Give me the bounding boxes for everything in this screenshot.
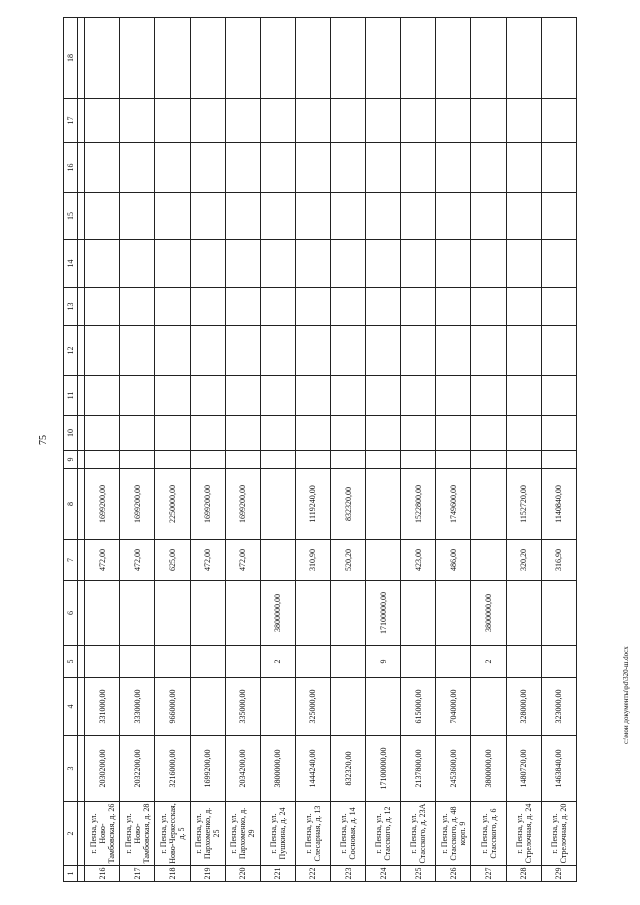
value-cell bbox=[331, 646, 366, 678]
value-cell: 9 bbox=[366, 646, 401, 678]
value-cell bbox=[366, 99, 401, 143]
footer-file-path: c:\мои документы\pd\320-ш.docx bbox=[622, 646, 630, 744]
value-cell bbox=[120, 326, 155, 376]
value-cell bbox=[295, 451, 330, 469]
value-cell bbox=[295, 326, 330, 376]
row-number-cell: 229 bbox=[541, 866, 576, 882]
row-number-cell: 221 bbox=[260, 866, 295, 882]
value-cell bbox=[331, 143, 366, 193]
value-cell: 2 bbox=[260, 646, 295, 678]
header-cell: 14 bbox=[64, 240, 78, 288]
value-cell bbox=[260, 99, 295, 143]
value-cell bbox=[366, 18, 401, 99]
value-cell bbox=[436, 143, 471, 193]
table-row bbox=[120, 18, 155, 882]
table-row bbox=[541, 18, 576, 882]
value-cell bbox=[436, 193, 471, 240]
value-cell: 1463840,00 bbox=[541, 736, 576, 802]
value-cell: 472,00 bbox=[120, 540, 155, 581]
table-row bbox=[295, 18, 330, 882]
value-cell bbox=[260, 416, 295, 451]
value-cell: 1699200,00 bbox=[120, 469, 155, 540]
value-cell bbox=[401, 240, 436, 288]
value-cell bbox=[190, 326, 225, 376]
value-cell bbox=[366, 451, 401, 469]
header-cell: 11 bbox=[64, 376, 78, 416]
value-cell bbox=[366, 469, 401, 540]
value-cell bbox=[85, 451, 120, 469]
header-cell: 17 bbox=[64, 99, 78, 143]
value-cell: 3800000,00 bbox=[471, 581, 506, 646]
value-cell bbox=[331, 416, 366, 451]
value-cell bbox=[541, 288, 576, 326]
address-cell: г. Пенза, ул. Стрелочная, д. 20 bbox=[541, 802, 576, 866]
value-cell bbox=[471, 540, 506, 581]
value-cell bbox=[366, 678, 401, 736]
header-cell: 13 bbox=[64, 288, 78, 326]
table-row bbox=[506, 18, 541, 882]
value-cell bbox=[471, 18, 506, 99]
value-cell bbox=[541, 376, 576, 416]
value-cell: 520,20 bbox=[331, 540, 366, 581]
row-number-cell: 217 bbox=[120, 866, 155, 882]
value-cell bbox=[436, 416, 471, 451]
value-cell bbox=[401, 99, 436, 143]
value-cell bbox=[190, 451, 225, 469]
header-cell: 12 bbox=[64, 326, 78, 376]
value-cell bbox=[155, 240, 190, 288]
header-cell: 6 bbox=[64, 581, 78, 646]
value-cell bbox=[506, 288, 541, 326]
value-cell bbox=[331, 18, 366, 99]
value-cell: 1699200,00 bbox=[225, 469, 260, 540]
table-row bbox=[155, 18, 190, 882]
row-number-cell: 228 bbox=[506, 866, 541, 882]
value-cell bbox=[366, 416, 401, 451]
value-cell bbox=[295, 376, 330, 416]
value-cell: 423,00 bbox=[401, 540, 436, 581]
value-cell: 832320,00 bbox=[331, 469, 366, 540]
value-cell bbox=[295, 99, 330, 143]
value-cell bbox=[436, 240, 471, 288]
value-cell bbox=[506, 240, 541, 288]
header-cell: 5 bbox=[64, 646, 78, 678]
value-cell bbox=[225, 18, 260, 99]
table-row bbox=[401, 18, 436, 882]
value-cell bbox=[471, 678, 506, 736]
value-cell bbox=[260, 451, 295, 469]
value-cell bbox=[471, 193, 506, 240]
value-cell bbox=[506, 451, 541, 469]
value-cell: 320,20 bbox=[506, 540, 541, 581]
address-cell: г. Пенза, ул. Ново-Тамбовская, д. 28 bbox=[120, 802, 155, 866]
value-cell bbox=[541, 646, 576, 678]
value-cell bbox=[190, 646, 225, 678]
value-cell bbox=[506, 646, 541, 678]
header-cell: 16 bbox=[64, 143, 78, 193]
value-cell bbox=[85, 288, 120, 326]
value-cell bbox=[436, 326, 471, 376]
value-cell: 1444240,00 bbox=[295, 736, 330, 802]
value-cell bbox=[436, 18, 471, 99]
value-cell: 486,00 bbox=[436, 540, 471, 581]
value-cell bbox=[401, 193, 436, 240]
value-cell: 335000,00 bbox=[225, 678, 260, 736]
address-cell: г. Пенза, ул. Стрелочная, д. 24 bbox=[506, 802, 541, 866]
value-cell bbox=[120, 99, 155, 143]
value-cell bbox=[225, 451, 260, 469]
value-cell bbox=[155, 646, 190, 678]
value-cell bbox=[506, 143, 541, 193]
table-row bbox=[331, 18, 366, 882]
value-cell: 3800000,00 bbox=[260, 581, 295, 646]
row-number-cell: 216 bbox=[85, 866, 120, 882]
value-cell bbox=[120, 143, 155, 193]
value-cell: 2030200,00 bbox=[85, 736, 120, 802]
value-cell bbox=[541, 18, 576, 99]
value-cell bbox=[260, 678, 295, 736]
value-cell bbox=[401, 581, 436, 646]
rotated-table-container bbox=[63, 18, 577, 882]
value-cell bbox=[225, 240, 260, 288]
value-cell: 1140840,00 bbox=[541, 469, 576, 540]
value-cell: 2453600,00 bbox=[436, 736, 471, 802]
value-cell bbox=[295, 143, 330, 193]
value-cell bbox=[541, 326, 576, 376]
value-cell: 2 bbox=[471, 646, 506, 678]
value-cell bbox=[331, 240, 366, 288]
value-cell: 2032200,00 bbox=[120, 736, 155, 802]
value-cell bbox=[541, 240, 576, 288]
value-cell bbox=[85, 18, 120, 99]
value-cell bbox=[331, 326, 366, 376]
value-cell: 323000,00 bbox=[541, 678, 576, 736]
value-cell bbox=[295, 288, 330, 326]
value-cell: 3800000,00 bbox=[471, 736, 506, 802]
address-cell: г. Пенза, ул. Стасского, д. 48 корп. 9 bbox=[436, 802, 471, 866]
value-cell bbox=[401, 143, 436, 193]
table-row bbox=[190, 18, 225, 882]
value-cell: 17100000,00 bbox=[366, 581, 401, 646]
value-cell: 2137800,00 bbox=[401, 736, 436, 802]
value-cell bbox=[331, 451, 366, 469]
value-cell: 1699200,00 bbox=[85, 469, 120, 540]
value-cell: 2034200,00 bbox=[225, 736, 260, 802]
value-cell bbox=[225, 193, 260, 240]
value-cell bbox=[155, 193, 190, 240]
value-cell bbox=[85, 416, 120, 451]
table-row bbox=[260, 18, 295, 882]
value-cell bbox=[436, 581, 471, 646]
value-cell: 325000,00 bbox=[295, 678, 330, 736]
header-spacer-row bbox=[77, 18, 84, 882]
value-cell bbox=[436, 646, 471, 678]
value-cell bbox=[471, 469, 506, 540]
row-number-cell: 226 bbox=[436, 866, 471, 882]
value-cell bbox=[225, 581, 260, 646]
value-cell bbox=[120, 240, 155, 288]
header-cell: 7 bbox=[64, 540, 78, 581]
value-cell bbox=[225, 326, 260, 376]
value-cell bbox=[190, 581, 225, 646]
table-row bbox=[366, 18, 401, 882]
value-cell bbox=[401, 326, 436, 376]
value-cell: 328000,00 bbox=[506, 678, 541, 736]
value-cell bbox=[436, 451, 471, 469]
value-cell bbox=[541, 451, 576, 469]
value-cell bbox=[190, 288, 225, 326]
value-cell bbox=[471, 451, 506, 469]
value-cell bbox=[541, 416, 576, 451]
value-cell bbox=[260, 240, 295, 288]
value-cell bbox=[331, 193, 366, 240]
value-cell: 3800000,00 bbox=[260, 736, 295, 802]
address-cell: г. Пенза, ул. Стасского, д. 23А bbox=[401, 802, 436, 866]
value-cell bbox=[366, 193, 401, 240]
value-cell bbox=[155, 376, 190, 416]
value-cell bbox=[541, 143, 576, 193]
value-cell: 2250000,00 bbox=[155, 469, 190, 540]
value-cell bbox=[471, 288, 506, 326]
value-cell bbox=[85, 240, 120, 288]
value-cell bbox=[120, 451, 155, 469]
value-cell bbox=[120, 646, 155, 678]
value-cell bbox=[190, 99, 225, 143]
address-cell: г. Пенза, ул. Пушкина, д. 24 bbox=[260, 802, 295, 866]
header-row bbox=[64, 18, 78, 882]
value-cell: 472,00 bbox=[225, 540, 260, 581]
value-cell bbox=[85, 143, 120, 193]
value-cell bbox=[155, 18, 190, 99]
value-cell bbox=[331, 288, 366, 326]
value-cell bbox=[155, 326, 190, 376]
row-number-cell: 220 bbox=[225, 866, 260, 882]
value-cell bbox=[120, 18, 155, 99]
header-cell: 2 bbox=[64, 802, 78, 866]
value-cell bbox=[401, 416, 436, 451]
header-cell: 10 bbox=[64, 416, 78, 451]
value-cell bbox=[331, 376, 366, 416]
value-cell bbox=[120, 376, 155, 416]
value-cell bbox=[155, 416, 190, 451]
table-row bbox=[85, 18, 120, 882]
address-cell: г. Пенза, ул. Ново-Черкесская, д. 5 bbox=[155, 802, 190, 866]
value-cell: 1119240,00 bbox=[295, 469, 330, 540]
address-cell: г. Пенза, ул. Ново-Тамбовская, д. 26 bbox=[85, 802, 120, 866]
value-cell: 472,00 bbox=[190, 540, 225, 581]
value-cell bbox=[436, 99, 471, 143]
value-cell bbox=[260, 469, 295, 540]
value-cell bbox=[190, 376, 225, 416]
page-number: 75 bbox=[38, 435, 49, 445]
value-cell bbox=[225, 288, 260, 326]
address-cell: г. Пенза, ул. Стасского, д. 12 bbox=[366, 802, 401, 866]
value-cell bbox=[260, 376, 295, 416]
value-cell: 1522800,00 bbox=[401, 469, 436, 540]
value-cell bbox=[366, 376, 401, 416]
table-row bbox=[471, 18, 506, 882]
value-cell bbox=[471, 143, 506, 193]
value-cell: 1480720,00 bbox=[506, 736, 541, 802]
value-cell bbox=[295, 18, 330, 99]
header-cell: 3 bbox=[64, 736, 78, 802]
value-cell bbox=[541, 581, 576, 646]
value-cell bbox=[506, 326, 541, 376]
address-cell: г. Пенза, ул. Пархоменко, д. 25 bbox=[190, 802, 225, 866]
value-cell: 966000,00 bbox=[155, 678, 190, 736]
value-cell bbox=[366, 240, 401, 288]
value-cell bbox=[260, 18, 295, 99]
value-cell bbox=[85, 193, 120, 240]
value-cell bbox=[85, 646, 120, 678]
value-cell bbox=[120, 193, 155, 240]
value-cell bbox=[436, 288, 471, 326]
value-cell: 1152720,00 bbox=[506, 469, 541, 540]
value-cell bbox=[190, 240, 225, 288]
value-cell bbox=[190, 18, 225, 99]
value-cell bbox=[366, 540, 401, 581]
value-cell bbox=[541, 193, 576, 240]
value-cell bbox=[541, 99, 576, 143]
value-cell bbox=[225, 99, 260, 143]
value-cell bbox=[120, 288, 155, 326]
header-cell: 18 bbox=[64, 18, 78, 99]
value-cell bbox=[155, 451, 190, 469]
value-cell bbox=[295, 240, 330, 288]
value-cell bbox=[85, 581, 120, 646]
value-cell: 331000,00 bbox=[85, 678, 120, 736]
table-row bbox=[225, 18, 260, 882]
header-cell: 1 bbox=[64, 866, 78, 882]
value-cell bbox=[155, 99, 190, 143]
value-cell: 310,90 bbox=[295, 540, 330, 581]
value-cell bbox=[225, 143, 260, 193]
value-cell bbox=[471, 326, 506, 376]
value-cell bbox=[506, 416, 541, 451]
value-cell bbox=[85, 99, 120, 143]
value-cell: 333000,00 bbox=[120, 678, 155, 736]
value-cell bbox=[471, 240, 506, 288]
value-cell bbox=[471, 416, 506, 451]
address-cell: г. Пенза, ул. Слесарная, д. 13 bbox=[295, 802, 330, 866]
value-cell bbox=[506, 18, 541, 99]
value-cell bbox=[436, 376, 471, 416]
value-cell bbox=[366, 143, 401, 193]
value-cell bbox=[225, 376, 260, 416]
value-cell bbox=[190, 416, 225, 451]
value-cell bbox=[331, 99, 366, 143]
header-cell: 9 bbox=[64, 451, 78, 469]
value-cell bbox=[260, 143, 295, 193]
value-cell bbox=[471, 376, 506, 416]
value-cell bbox=[85, 376, 120, 416]
row-number-cell: 218 bbox=[155, 866, 190, 882]
value-cell bbox=[295, 646, 330, 678]
value-cell bbox=[155, 581, 190, 646]
value-cell bbox=[295, 416, 330, 451]
value-cell bbox=[120, 581, 155, 646]
header-cell: 8 bbox=[64, 469, 78, 540]
value-cell bbox=[190, 678, 225, 736]
value-cell bbox=[85, 326, 120, 376]
value-cell bbox=[155, 143, 190, 193]
value-cell bbox=[190, 193, 225, 240]
value-cell bbox=[401, 646, 436, 678]
value-cell bbox=[295, 193, 330, 240]
value-cell bbox=[506, 99, 541, 143]
header-cell: 4 bbox=[64, 678, 78, 736]
value-cell bbox=[260, 540, 295, 581]
value-cell bbox=[225, 416, 260, 451]
value-cell: 625,00 bbox=[155, 540, 190, 581]
value-cell: 472,00 bbox=[85, 540, 120, 581]
row-number-cell: 225 bbox=[401, 866, 436, 882]
value-cell: 3216000,00 bbox=[155, 736, 190, 802]
value-cell bbox=[506, 581, 541, 646]
value-cell bbox=[120, 416, 155, 451]
address-cell: г. Пенза, ул. Стасского, д. 6 bbox=[471, 802, 506, 866]
row-number-cell: 219 bbox=[190, 866, 225, 882]
value-cell bbox=[331, 581, 366, 646]
value-cell bbox=[401, 451, 436, 469]
value-cell bbox=[401, 288, 436, 326]
value-cell bbox=[366, 326, 401, 376]
header-cell: 15 bbox=[64, 193, 78, 240]
row-number-cell: 223 bbox=[331, 866, 366, 882]
value-cell: 704000,00 bbox=[436, 678, 471, 736]
value-cell bbox=[401, 376, 436, 416]
row-number-cell: 224 bbox=[366, 866, 401, 882]
value-cell bbox=[366, 288, 401, 326]
value-cell bbox=[401, 18, 436, 99]
row-number-cell: 227 bbox=[471, 866, 506, 882]
value-cell: 1699200,00 bbox=[190, 736, 225, 802]
table-row bbox=[436, 18, 471, 882]
address-cell: г. Пенза, ул. Пархоменко, д. 29 bbox=[225, 802, 260, 866]
value-cell bbox=[295, 581, 330, 646]
value-cell: 1699200,00 bbox=[190, 469, 225, 540]
value-cell: 316,90 bbox=[541, 540, 576, 581]
value-cell bbox=[471, 99, 506, 143]
value-cell bbox=[260, 288, 295, 326]
value-cell bbox=[260, 193, 295, 240]
value-cell bbox=[190, 143, 225, 193]
data-table bbox=[63, 17, 577, 882]
value-cell bbox=[225, 646, 260, 678]
row-number-cell: 222 bbox=[295, 866, 330, 882]
value-cell: 615000,00 bbox=[401, 678, 436, 736]
value-cell bbox=[506, 376, 541, 416]
value-cell: 1749600,00 bbox=[436, 469, 471, 540]
value-cell bbox=[506, 193, 541, 240]
address-cell: г. Пенза, ул. Сосновая, д. 14 bbox=[331, 802, 366, 866]
value-cell bbox=[260, 326, 295, 376]
value-cell: 17100000,00 bbox=[366, 736, 401, 802]
value-cell bbox=[155, 288, 190, 326]
value-cell: 832320,00 bbox=[331, 736, 366, 802]
value-cell bbox=[331, 678, 366, 736]
